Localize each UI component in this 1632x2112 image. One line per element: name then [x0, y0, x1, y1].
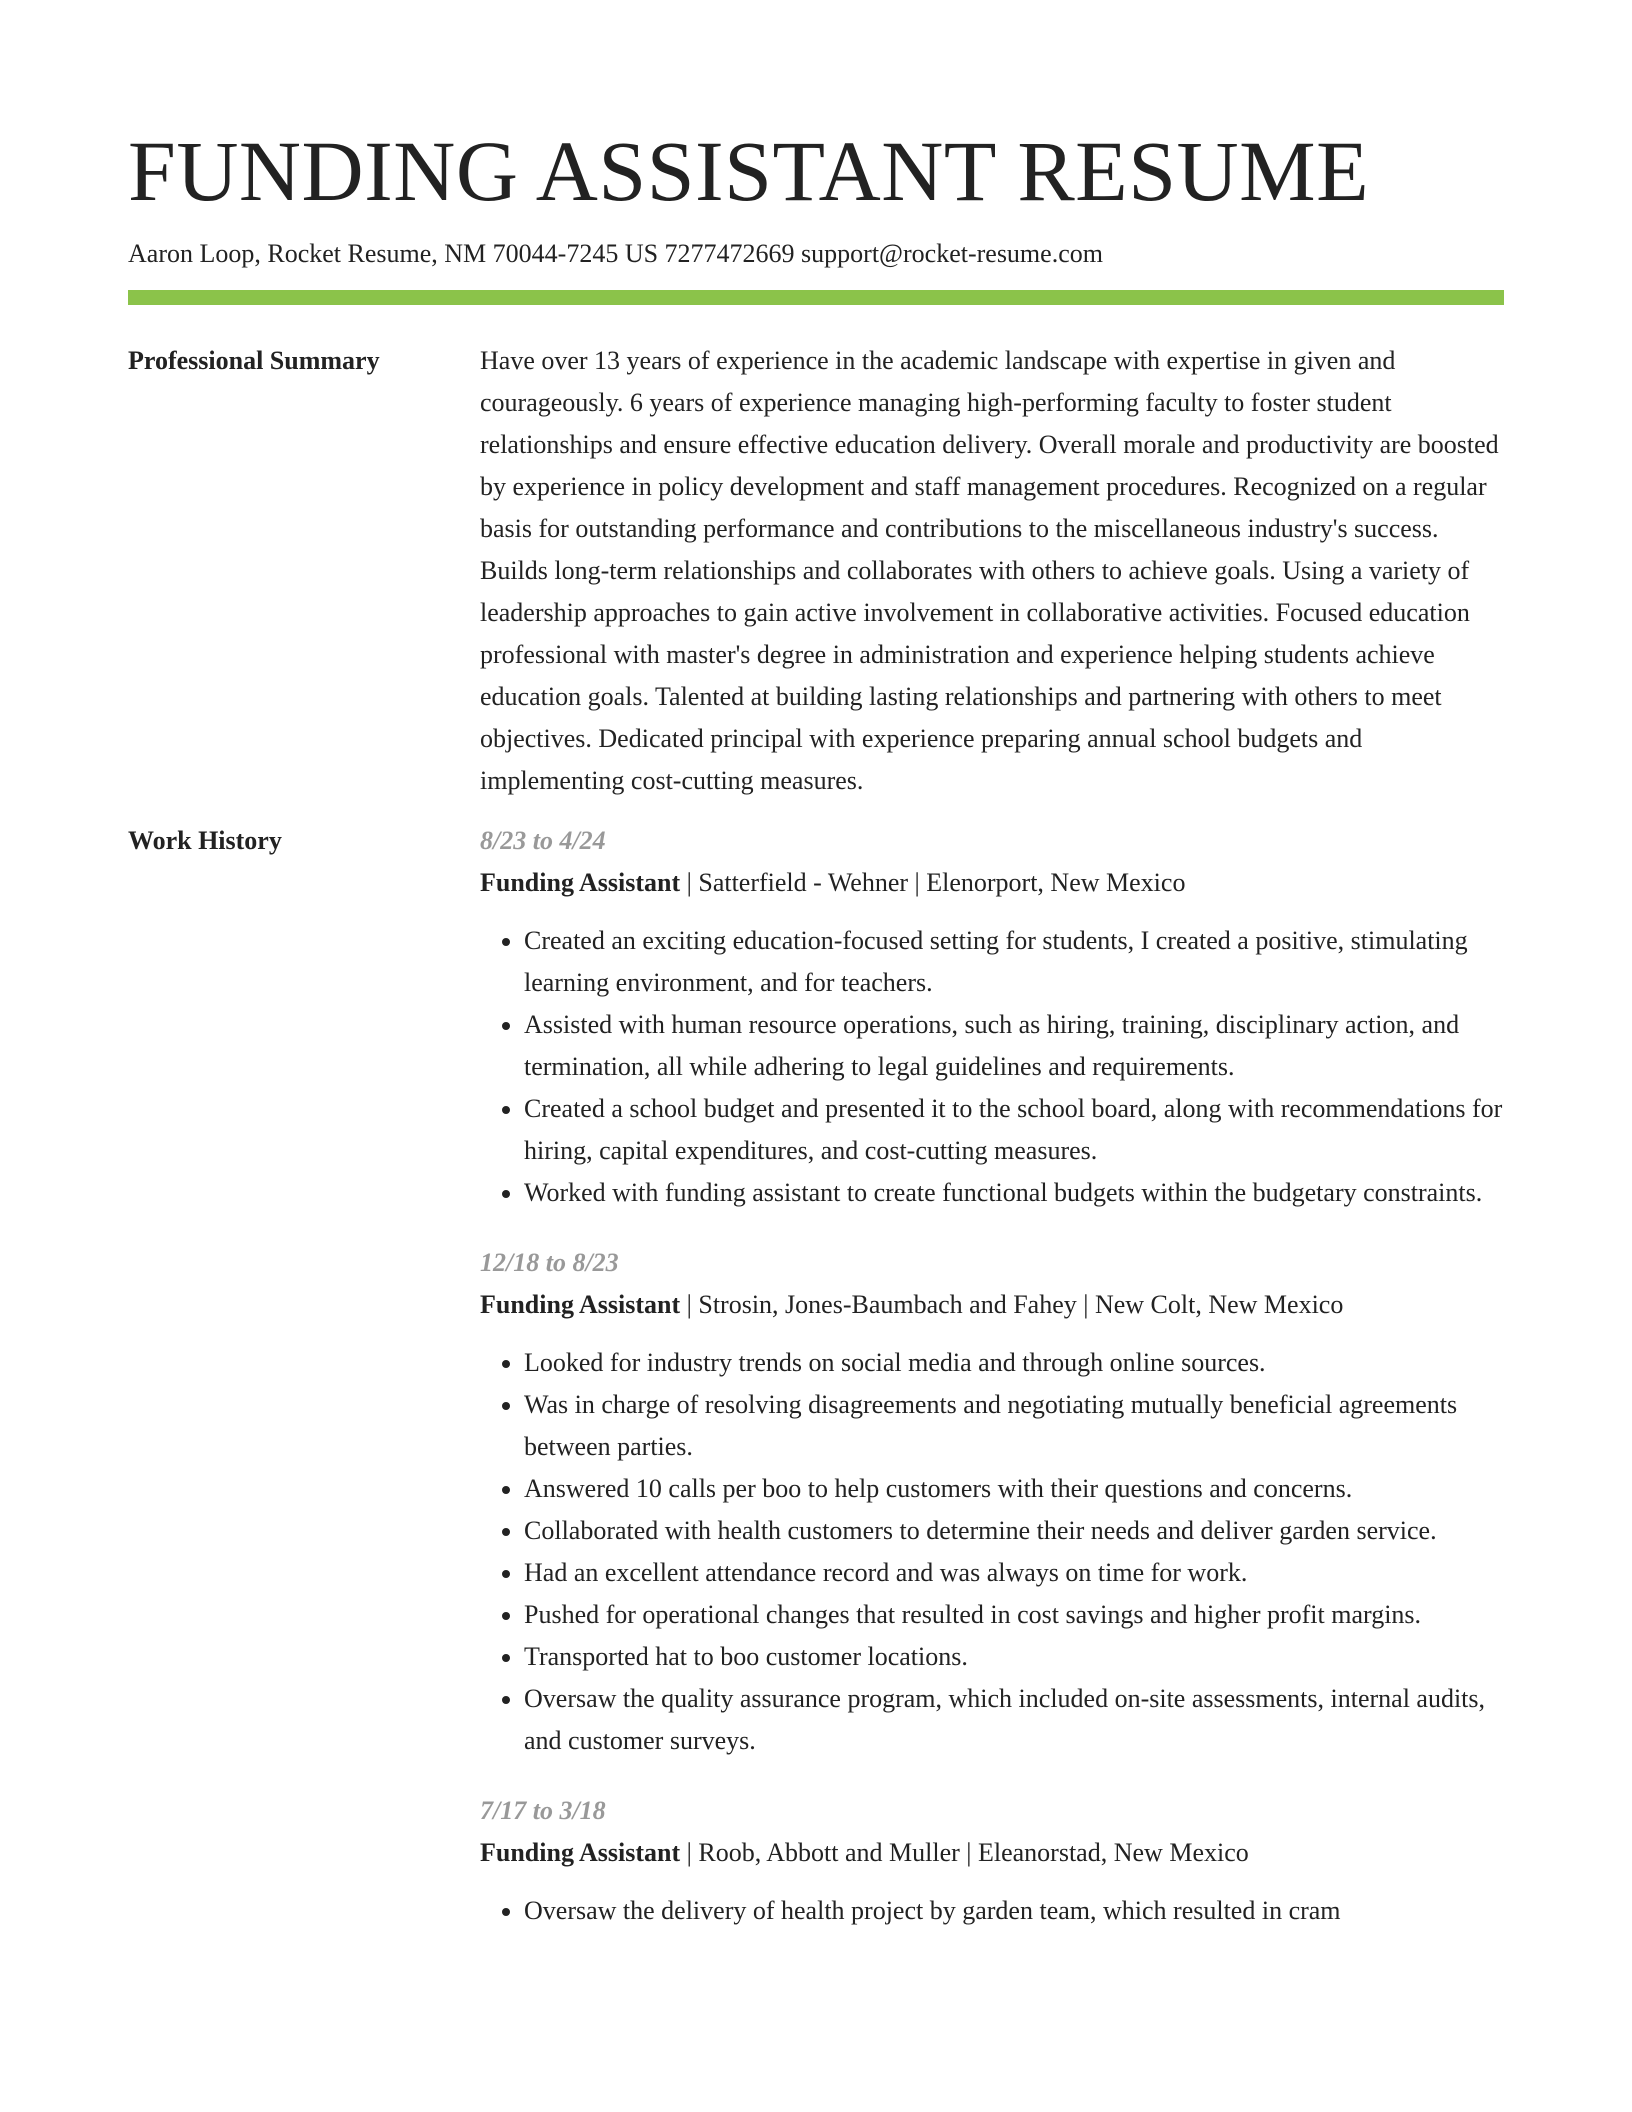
accent-divider [128, 290, 1504, 305]
job-bullet: • Was in charge of resolving disagreements and negotiating mutually beneficial agreements between parties. [524, 1384, 1504, 1468]
contact-info: Aaron Loop, Rocket Resume, NM 70044-7245 US 7277472669 support@rocket-resume.com [128, 239, 1103, 268]
job-dates: 7/17 to 3/18 [480, 1796, 606, 1825]
job-details: | Strosin, Jones-Baumbach and Fahey | New Colt, New Mexico [680, 1290, 1344, 1319]
section-label-work-history: Work History [128, 826, 282, 855]
job-dates: 8/23 to 4/24 [480, 826, 606, 855]
job-bullet-list [480, 1342, 1504, 1762]
job-bullet: • Created a school budget and presented it to the school board, along with recommendations for hiring, capital expenditures, and cost-cutting measures. [524, 1088, 1504, 1172]
job-bullet: • Looked for industry trends on social media and through online sources. [524, 1342, 1504, 1384]
job-title: Funding Assistant [480, 868, 681, 897]
job-entry [480, 820, 1504, 1214]
job-bullet: • Worked with funding assistant to create functional budgets within the budgetary constraints. [524, 1172, 1504, 1214]
job-bullet: • Transported hat to boo customer locations. [524, 1636, 1504, 1678]
job-heading [480, 1284, 1504, 1326]
job-bullet: • Answered 10 calls per boo to help customers with their questions and concerns. [524, 1468, 1504, 1510]
section-label-summary: Professional Summary [128, 346, 380, 375]
job-bullet: • Created an exciting education-focused setting for students, I created a positive, stimulating learning environment, and for teachers. [524, 920, 1504, 1004]
job-dates: 12/18 to 8/23 [480, 1248, 619, 1277]
job-entry [480, 1242, 1504, 1762]
job-bullet: • Oversaw the quality assurance program, which included on-site assessments, internal audits, and customer surveys. [524, 1678, 1504, 1762]
summary-body [480, 340, 1504, 802]
job-bullet: • Pushed for operational changes that resulted in cost savings and higher profit margins. [524, 1594, 1504, 1636]
professional-summary-section [128, 340, 1504, 802]
job-details: | Satterfield - Wehner | Elenorport, New Mexico [680, 868, 1186, 897]
job-heading [480, 862, 1504, 904]
resume-title: FUNDING ASSISTANT RESUME [128, 123, 1370, 219]
job-heading [480, 1832, 1504, 1874]
work-history-body [480, 820, 1504, 1960]
work-history-section [128, 820, 1504, 1960]
job-bullet: • Assisted with human resource operations, such as hiring, training, disciplinary action, and termination, all while adhering to legal guidelines and requirements. [524, 1004, 1504, 1088]
job-bullet-list [480, 1890, 1504, 1932]
job-bullet: • Oversaw the delivery of health project by garden team, which resulted in cram [524, 1890, 1504, 1932]
job-bullet-list [480, 920, 1504, 1214]
job-details: | Roob, Abbott and Muller | Eleanorstad, New Mexico [680, 1838, 1249, 1867]
job-entry [480, 1790, 1504, 1932]
summary-text: Have over 13 years of experience in the academic landscape with expertise in given and courageously. 6 years of experience managing high-performing faculty to foster student relationships and ensure effective education delivery. Overall morale and productivity are boosted by experience in policy development and staff management procedures. Recognized on a regular basis for outstanding performance and contributions to the miscellaneous industry's success. Builds long-term relationships and collaborates with others to achieve goals. Using a variety of leadership approaches to gain active involvement in collaborative activities. Focused education professional with master's degree in administration and experience helping students achieve education goals. Talented at building lasting relationships and partnering with others to meet objectives. Dedicated principal with experience preparing annual school budgets and implementing cost-cutting measures. [480, 346, 1499, 795]
job-bullet: • Collaborated with health customers to determine their needs and deliver garden service. [524, 1510, 1504, 1552]
job-title: Funding Assistant [480, 1838, 681, 1867]
resume-page [128, 0, 1504, 1960]
job-bullet: • Had an excellent attendance record and was always on time for work. [524, 1552, 1504, 1594]
job-title: Funding Assistant [480, 1290, 681, 1319]
